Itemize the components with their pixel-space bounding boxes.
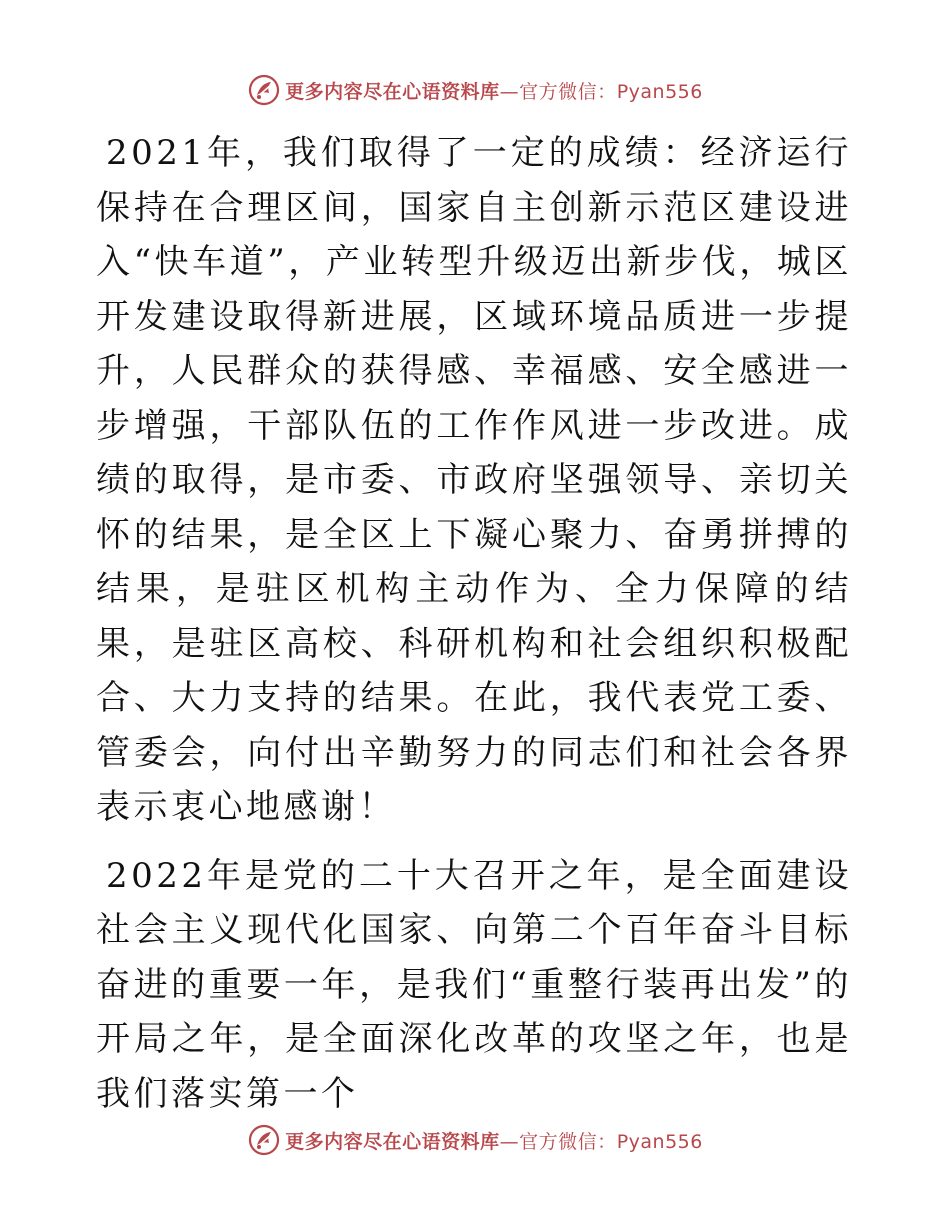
footer-watermark <box>0 1120 950 1160</box>
paragraph-2: 2022年是党的二十大召开之年，是全面建设社会主义现代化国家、向第二个百年奋斗目标奋进的重要一年，是我们“重整行装再出发”的开局之年，是全面深化改革的攻坚之年，也是我们落实第一个 <box>96 855 852 1114</box>
footer-dash: — <box>499 1130 520 1153</box>
brand-logo-icon <box>247 73 281 107</box>
document-body <box>96 126 852 1135</box>
header-watermark <box>0 70 950 110</box>
footer-brand: 更多内容尽在心语资料库 <box>285 1130 500 1153</box>
paragraph-1: 2021年，我们取得了一定的成绩：经济运行保持在合理区间，国家自主创新示范区建设进入“快车道”，产业转型升级迈出新步伐，城区开发建设取得新进展，区域环境品质进一步提升，人民群众的获得感、幸福感、安全感进一步增强，干部队伍的工作作风进一步改进。成绩的取得，是市委、市政府坚强领导、亲切关怀的结果，是全区上下凝心聚力、奋勇拼搏的结果，是驻区机构主动作为、全力保障的结果，是驻区高校、科研机构和社会组织积极配合、大力支持的结果。在此，我代表党工委、管委会，向付出辛勤努力的同志们和社会各界表示衷心地感谢！ <box>96 133 852 827</box>
footer-wechat-id: Pyan556 <box>616 1130 703 1153</box>
footer-watermark-text <box>285 1127 703 1154</box>
header-dash: — <box>499 80 520 103</box>
header-wechat-id: Pyan556 <box>616 80 703 103</box>
header-watermark-text <box>285 77 703 104</box>
brand-logo-icon <box>247 1123 281 1157</box>
header-brand: 更多内容尽在心语资料库 <box>285 80 500 103</box>
header-wechat-label: 官方微信： <box>519 80 617 103</box>
footer-wechat-label: 官方微信： <box>519 1130 617 1153</box>
